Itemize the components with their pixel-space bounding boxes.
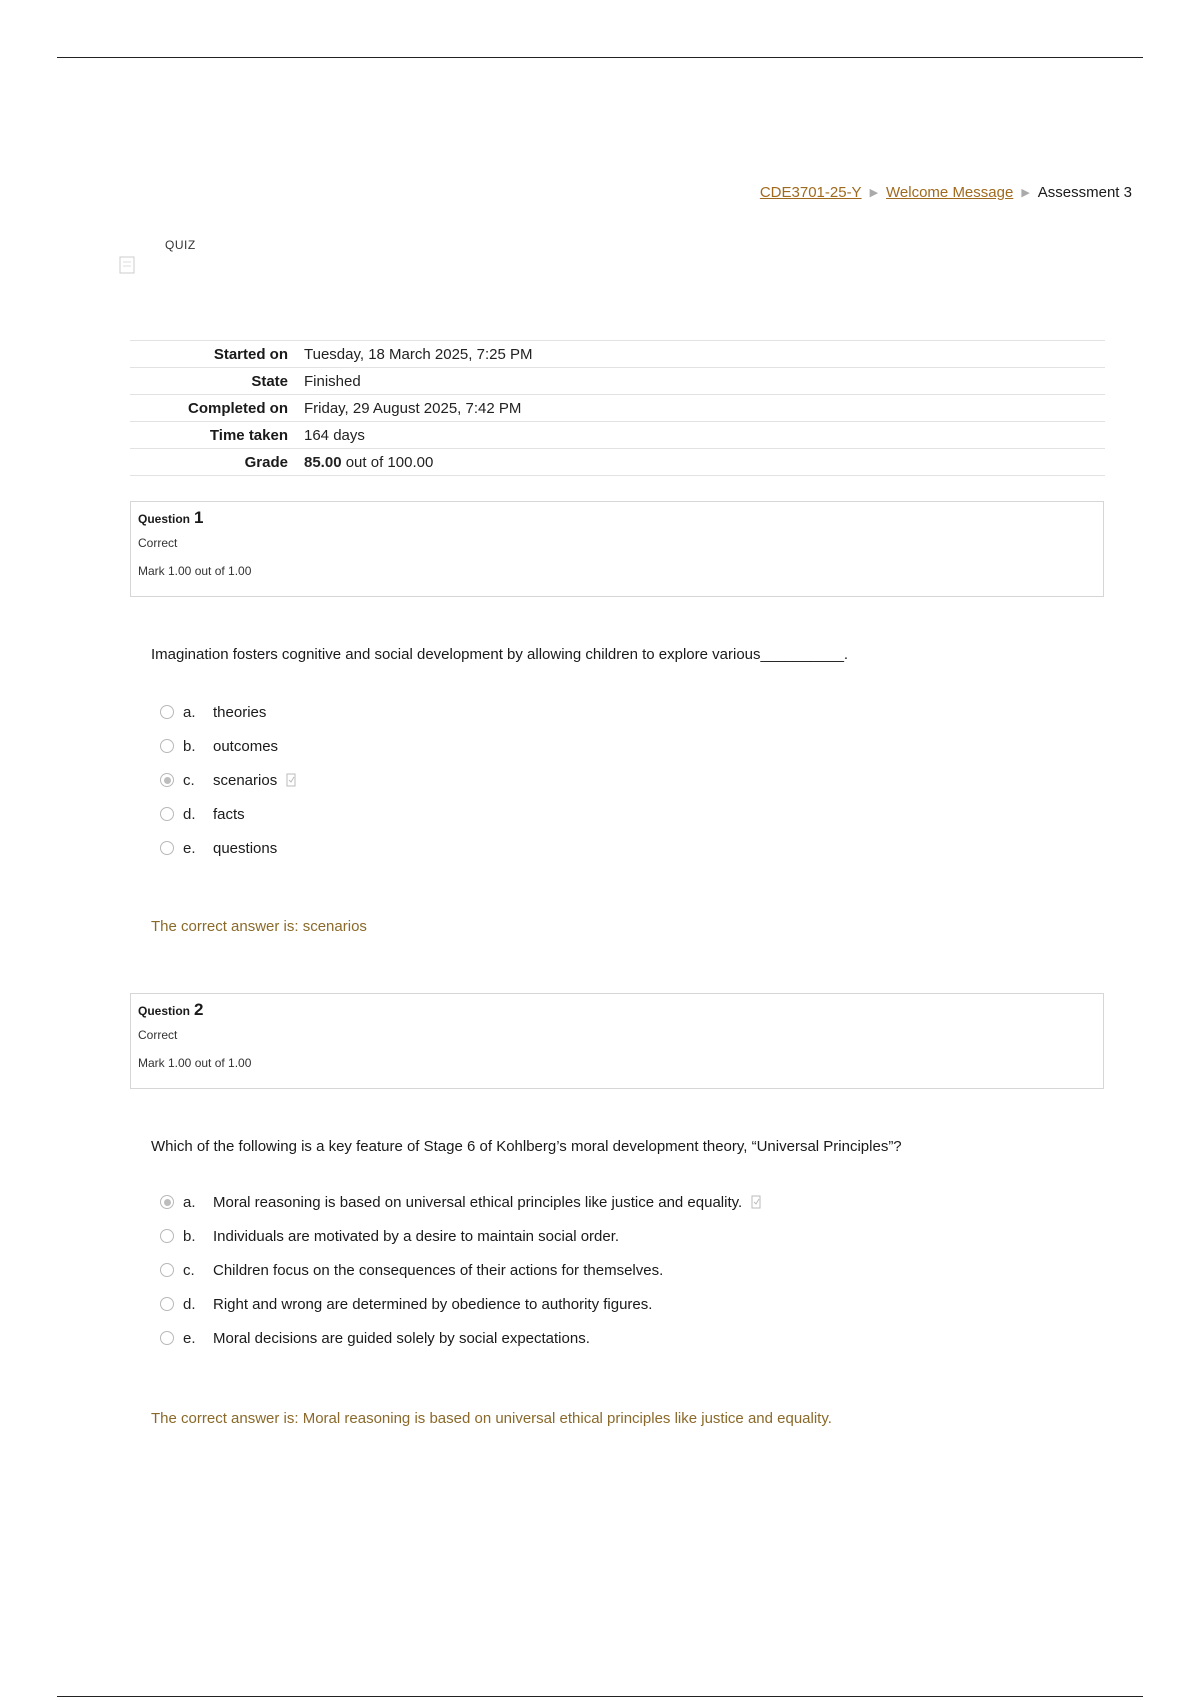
answer-letter: d. [183, 1295, 196, 1313]
answer-option-c[interactable] [160, 763, 297, 797]
correct-answer-feedback: The correct answer is: scenarios [151, 918, 367, 935]
answer-letter: d. [183, 805, 196, 823]
answer-letter: e. [183, 1329, 196, 1347]
answer-option-c[interactable] [160, 1253, 762, 1287]
radio-button-selected[interactable] [160, 773, 174, 787]
breadcrumb-separator-icon: ▶ [1021, 187, 1030, 199]
breadcrumb-section-link[interactable]: Welcome Message [886, 184, 1014, 201]
answer-text: facts [213, 805, 245, 823]
summary-label: State [251, 373, 288, 390]
summary-row-state [130, 368, 1105, 395]
question-number [138, 508, 1096, 528]
question-number-value: 2 [194, 1000, 204, 1019]
answer-option-d[interactable] [160, 1287, 762, 1321]
summary-value: Tuesday, 18 March 2025, 7:25 PM [304, 346, 533, 363]
answer-list [160, 695, 297, 865]
question-mark: Mark 1.00 out of 1.00 [138, 1056, 252, 1070]
answer-letter: a. [183, 1193, 196, 1211]
radio-button[interactable] [160, 739, 174, 753]
answer-text: Individuals are motivated by a desire to maintain social order. [213, 1227, 620, 1245]
question-state: Correct [138, 1028, 178, 1042]
answer-option-b[interactable] [160, 1219, 762, 1253]
breadcrumb [760, 184, 1132, 201]
radio-button[interactable] [160, 1229, 174, 1243]
answer-text: theories [213, 703, 267, 721]
answer-letter: c. [183, 1261, 195, 1279]
top-divider [57, 57, 1143, 58]
radio-button[interactable] [160, 705, 174, 719]
grade-score: 85.00 [304, 454, 342, 471]
question-label: Question [138, 1004, 191, 1018]
answer-letter: b. [183, 737, 196, 755]
answer-text: Moral reasoning is based on universal ethical principles like justice and equality. [213, 1193, 743, 1211]
answer-list [160, 1185, 762, 1355]
question-state: Correct [138, 536, 178, 550]
answer-letter: a. [183, 703, 196, 721]
grade-total: out of 100.00 [345, 454, 434, 471]
answer-option-e[interactable] [160, 1321, 762, 1355]
breadcrumb-separator-icon: ▶ [869, 187, 879, 199]
question-text: Which of the following is a key feature of Stage 6 of Kohlberg’s moral development theory, “Universal Principles”? [151, 1138, 902, 1155]
summary-label: Started on [213, 346, 288, 363]
question-text: Imagination fosters cognitive and social development by allowing children to explore various__________. [151, 646, 849, 663]
question-info-box [130, 501, 1104, 597]
question-number-value: 1 [194, 508, 204, 527]
radio-button[interactable] [160, 1331, 174, 1345]
answer-option-d[interactable] [160, 797, 297, 831]
question-info-box [130, 993, 1104, 1089]
summary-value: 164 days [304, 427, 365, 444]
bottom-divider [57, 1696, 1143, 1697]
breadcrumb-current: Assessment 3 [1037, 184, 1132, 201]
summary-value: Finished [304, 373, 361, 390]
summary-value [304, 449, 1105, 476]
question-number [138, 1000, 1096, 1020]
answer-option-a[interactable] [160, 1185, 762, 1219]
answer-text: Moral decisions are guided solely by social expectations. [213, 1329, 590, 1347]
quiz-type-label: QUIZ [165, 238, 196, 252]
summary-row-grade [130, 449, 1105, 476]
answer-option-e[interactable] [160, 831, 297, 865]
correct-check-icon [750, 1195, 762, 1209]
answer-text: scenarios [213, 771, 278, 789]
summary-value: Friday, 29 August 2025, 7:42 PM [304, 400, 522, 417]
summary-label: Completed on [188, 400, 288, 417]
question-label: Question [138, 512, 191, 526]
answer-text: questions [213, 839, 278, 857]
answer-option-a[interactable] [160, 695, 297, 729]
breadcrumb-course-link[interactable]: CDE3701-25-Y [759, 184, 862, 201]
radio-button[interactable] [160, 1297, 174, 1311]
answer-text: outcomes [213, 737, 279, 755]
answer-text: Children focus on the consequences of their actions for themselves. [213, 1261, 664, 1279]
attempt-summary-table [130, 340, 1105, 476]
correct-check-icon [285, 773, 297, 787]
summary-row-time-taken [130, 422, 1105, 449]
correct-answer-feedback: The correct answer is: Moral reasoning is based on universal ethical principles like justice and equality. [151, 1410, 832, 1427]
answer-letter: e. [183, 839, 196, 857]
summary-row-started [130, 341, 1105, 368]
radio-button[interactable] [160, 807, 174, 821]
quiz-icon [118, 254, 140, 276]
summary-label: Time taken [209, 427, 288, 444]
radio-button[interactable] [160, 841, 174, 855]
answer-option-b[interactable] [160, 729, 297, 763]
radio-button-selected[interactable] [160, 1195, 174, 1209]
radio-button[interactable] [160, 1263, 174, 1277]
summary-label: Grade [244, 454, 288, 471]
answer-text: Right and wrong are determined by obedience to authority figures. [213, 1295, 653, 1313]
answer-letter: b. [183, 1227, 196, 1245]
answer-letter: c. [183, 771, 195, 789]
summary-row-completed [130, 395, 1105, 422]
question-mark: Mark 1.00 out of 1.00 [138, 564, 252, 578]
